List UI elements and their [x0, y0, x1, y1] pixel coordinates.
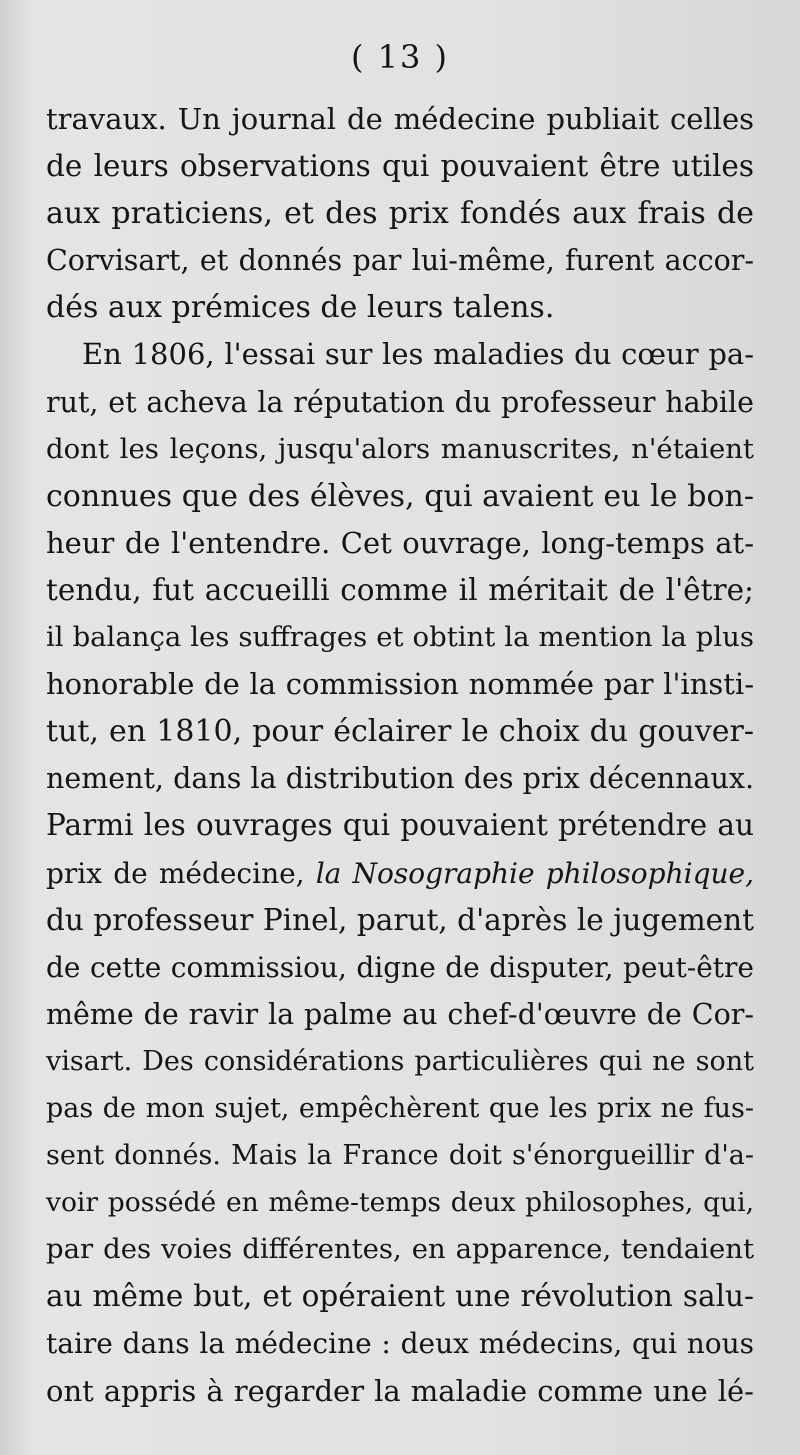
text-line: de cette commissiou, digne de disputer, peut-être — [46, 950, 754, 984]
page-number: ( 13 ) — [350, 38, 450, 76]
text-line: dont les leçons, jusqu'alors manuscrites, n'étaient — [46, 432, 754, 465]
text-span: prix de médecine, — [46, 856, 316, 890]
text-line: En 1806, l'essai sur les maladies du cœur pa- — [82, 337, 754, 372]
text-line: visart. Des considérations particulières qui ne sont — [46, 1045, 754, 1077]
text-line: du professeur Pinel, parut, d'après le jugement — [46, 902, 754, 937]
text-line: dés aux prémices de leurs talens. — [46, 290, 555, 326]
text-line: travaux. Un journal de médecine publiait celles — [46, 102, 754, 136]
text-line: pas de mon sujet, empêchèrent que les prix ne fus- — [46, 1092, 754, 1124]
text-line: tut, en 1810, pour éclairer le choix du gouver- — [46, 714, 754, 750]
text-line: au même but, et opéraient une révolution salu- — [46, 1279, 754, 1314]
text-line — [46, 850, 754, 897]
text-line: heur de l'entendre. Cet ouvrage, long-temps at- — [46, 525, 754, 560]
text-line: par des voies différentes, en apparence, tendaient — [46, 1233, 754, 1266]
book-title-italic: la Nosographie philosophique, — [315, 856, 754, 890]
text-line: de leurs observations qui pouvaient être utiles — [46, 149, 754, 184]
text-line: nement, dans la distribution des prix décennaux. — [46, 762, 754, 796]
text-line: Corvisart, et donnés par lui-même, furent accor- — [46, 244, 754, 278]
text-line: rut, et acheva la réputation du professeur habile — [46, 385, 754, 419]
body-text — [46, 96, 754, 1415]
text-line: voir possédé en même-temps deux philosophes, qui, — [46, 1187, 754, 1219]
text-line: sent donnés. Mais la France doit s'énorgueillir d'a- — [46, 1140, 754, 1172]
text-line: même de ravir la palme au chef-d'œuvre de Cor- — [46, 997, 754, 1031]
text-line: connues que des élèves, qui avaient eu le bon- — [46, 478, 754, 514]
text-line: Parmi les ouvrages qui pouvaient prétendre au — [46, 808, 754, 843]
text-line: tendu, fut accueilli comme il méritait de l'être; — [46, 572, 754, 607]
text-line: taire dans la médecine : deux médecins, qui nous — [46, 1327, 754, 1361]
text-line: aux praticiens, et des prix fondés aux frais de — [46, 196, 754, 232]
text-line: honorable de la commission nommée par l'insti- — [46, 667, 754, 702]
text-line: il balança les suffrages et obtint la mention la plus — [46, 621, 754, 654]
text-line: ont appris à regarder la maladie comme une lé- — [46, 1373, 754, 1408]
